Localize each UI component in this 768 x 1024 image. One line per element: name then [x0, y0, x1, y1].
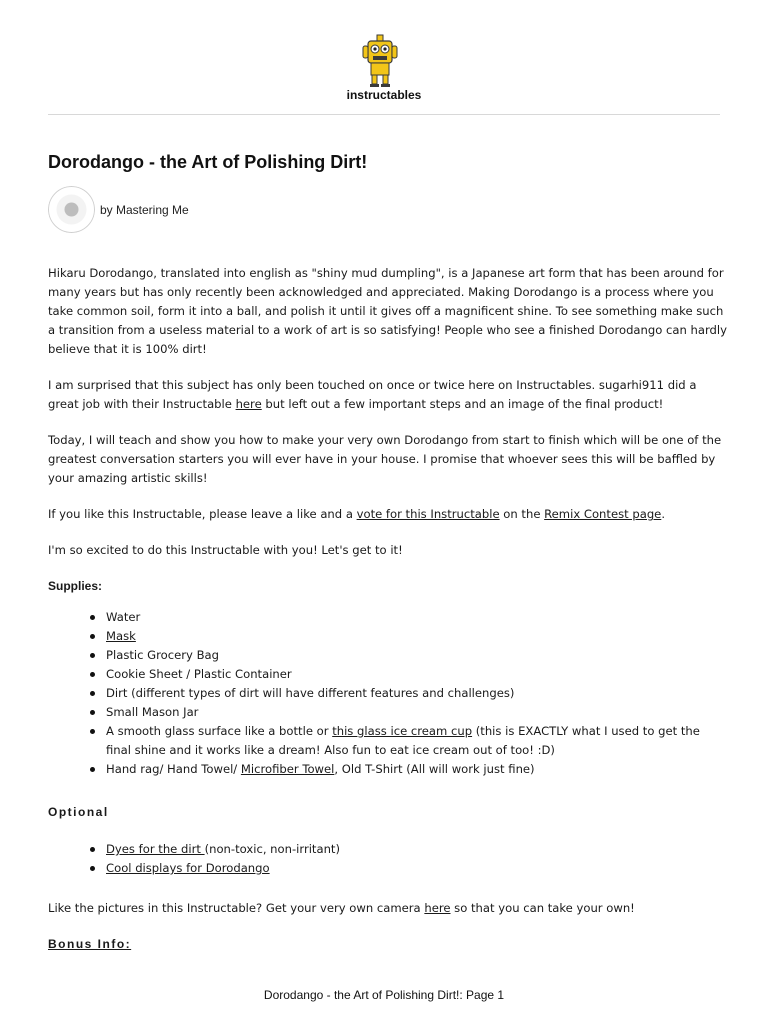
list-item	[106, 760, 728, 779]
text-span: Like the pictures in this Instructable? Get your very own camera	[48, 901, 425, 915]
here-link[interactable]: here	[235, 397, 262, 411]
text-span: Hand rag/ Hand Towel/	[106, 762, 241, 776]
author-avatar[interactable]	[48, 186, 95, 233]
header-divider	[48, 114, 720, 115]
optional-list	[48, 840, 728, 878]
text-span: , Old T-Shirt (All will work just fine)	[334, 762, 535, 776]
text-span: (this is EXACTLY what I used to get the final shine and it works like a dream! Also fun to eat ice cream out of too! :D)	[106, 724, 700, 757]
list-item: Cookie Sheet / Plastic Container	[106, 665, 728, 684]
text-span: (non-toxic, non-irritant)	[204, 842, 340, 856]
list-item	[106, 722, 728, 760]
list-item: Dirt (different types of dirt will have different features and challenges)	[106, 684, 728, 703]
intro-paragraph: Hikaru Dorodango, translated into english as "shiny mud dumpling", is a Japanese art form that has been around for many years but has only recently been acknowledged and appreciated. Making Dorodango is a process where you take common soil, form it into a ball, and polish it until it gives off a magnificent shine. To see something make such a transition from a useless material to a work of art is so satisfying! People who see a finished Dorodango can hardly believe that it is 100% dirt!	[48, 266, 727, 356]
list-item	[106, 859, 728, 878]
page-footer: Dorodango - the Art of Polishing Dirt!: Page 1	[263, 988, 505, 1002]
text-span: If you like this Instructable, please leave a like and a	[48, 507, 357, 521]
list-item: Small Mason Jar	[106, 703, 728, 722]
vote-link[interactable]: vote for this Instructable	[356, 507, 500, 521]
text-span: I am surprised that this subject has only been touched on once or twice here on Instructables. sugarhi911 did a great job with their Instructable	[48, 378, 697, 411]
list-item: Water	[106, 608, 728, 627]
paragraph-sugarhi	[48, 376, 728, 414]
text-span: .	[661, 507, 665, 521]
paragraph-teach: Today, I will teach and show you how to make your very own Dorodango from start to finish which will be one of the greatest conversation starters you will ever have in your house. I promise that whoever sees this will be baffled by your amazing artistic skills!	[48, 433, 722, 485]
supplies-list	[48, 608, 728, 779]
author-row	[48, 186, 448, 236]
text-span: but left out a few important steps and an image of the final product!	[261, 397, 664, 411]
optional-heading: Optional	[48, 805, 109, 819]
paragraph-camera	[48, 899, 728, 918]
list-item	[106, 627, 728, 646]
text-span: on the	[499, 507, 545, 521]
bonus-heading: Bonus Info:	[48, 937, 132, 951]
mask-link[interactable]: Mask	[106, 629, 136, 643]
microfiber-towel-link[interactable]: Microfiber Towel	[240, 762, 335, 776]
page-header	[0, 0, 768, 115]
paragraph-excited: I'm so excited to do this Instructable with you! Let's get to it!	[48, 543, 403, 557]
displays-link[interactable]: Cool displays for Dorodango	[106, 861, 270, 875]
paragraph-vote	[48, 505, 728, 524]
glass-cup-link[interactable]: this glass ice cream cup	[332, 724, 473, 738]
list-item	[106, 840, 728, 859]
text-span: A smooth glass surface like a bottle or	[106, 724, 333, 738]
camera-here-link[interactable]: here	[424, 901, 451, 915]
article-title: Dorodango - the Art of Polishing Dirt!	[48, 152, 368, 172]
supplies-heading: Supplies:	[48, 579, 103, 593]
author-byline[interactable]: by Mastering Me	[100, 203, 189, 217]
logo-wordmark[interactable]: instructables	[346, 88, 422, 102]
remix-contest-link[interactable]: Remix Contest page	[544, 507, 662, 521]
text-span: so that you can take your own!	[450, 901, 635, 915]
article-body	[48, 264, 728, 954]
dyes-link[interactable]: Dyes for the dirt	[106, 842, 205, 856]
list-item: Plastic Grocery Bag	[106, 646, 728, 665]
instructables-robot-logo[interactable]	[362, 34, 398, 88]
